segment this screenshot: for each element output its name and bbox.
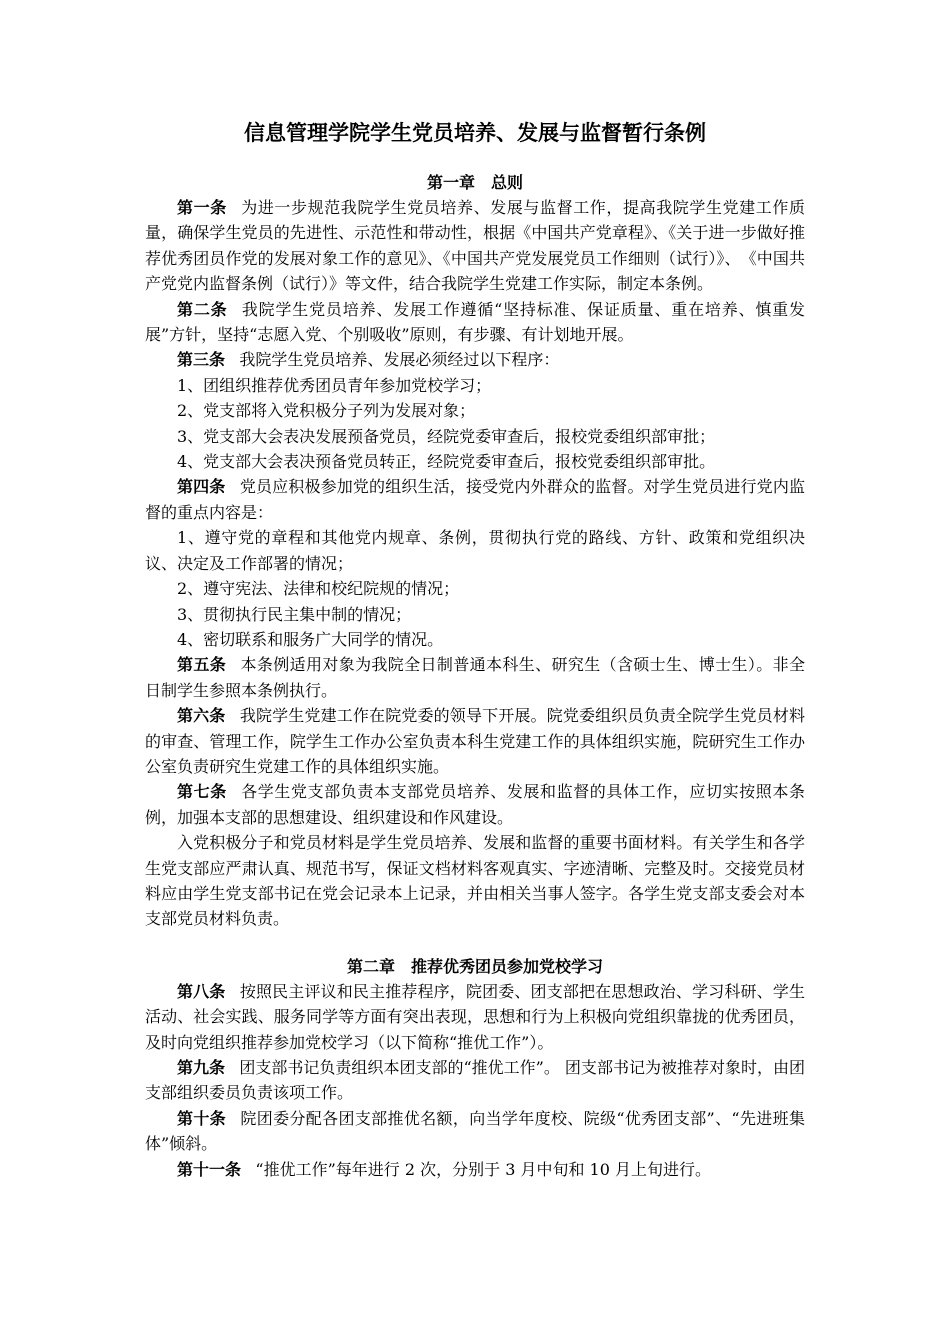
chapter-1	[145, 170, 805, 932]
article-paragraph	[145, 830, 805, 932]
article-text: 我院学生党员培养、发展工作遵循“坚持标准、保证质量、重在培养、慎重发展”方针，坚持“志愿入党、个别吸收”原则，有步骤、有计划地开展。	[145, 299, 805, 345]
article-text: 各学生党支部负责本支部党员培养、发展和监督的具体工作，应切实按照本条例，加强本支部的思想建设、组织建设和作风建设。	[145, 782, 805, 827]
article-text: 3、党支部大会表决发展预备党员，经院党委审查后，报校党委组织部审批；	[177, 426, 716, 446]
article-text: 本条例适用对象为我院全日制普通本科生、研究生（含硕士生、博士生）。非全日制学生参照本条例执行。	[145, 655, 805, 700]
article-label: 第六条	[177, 706, 226, 726]
article-paragraph	[145, 1055, 805, 1106]
article-text: 院团委分配各团支部推优名额，向当学年度校、院级“优秀团支部”、“先进班集体”倾斜。	[145, 1108, 805, 1154]
article-label: 第十一条	[177, 1159, 242, 1179]
article-text: 1、遵守党的章程和其他党内规章、条例，贯彻执行党的路线、方针、政策和党组织决议、决定及工作部署的情况；	[145, 528, 805, 573]
article-label: 第三条	[177, 350, 226, 370]
article-paragraph	[145, 979, 805, 1055]
article-text: 我院学生党建工作在院党委的领导下开展。院党委组织员负责全院学生党员材料的审查、管理工作，院学生工作办公室负责本科生党建工作的具体组织实施，院研究生工作办公室负责研究生党建工作的具体组织实施。	[145, 706, 805, 776]
article-paragraph	[145, 602, 805, 627]
article-label: 第四条	[177, 477, 226, 497]
article-label: 第二条	[177, 299, 228, 319]
article-text: 4、党支部大会表决预备党员转正，经院党委审查后，报校党委组织部审批。	[177, 452, 716, 472]
article-text: 团支部书记负责组织本团支部的“推优工作”。 团支部书记为被推荐对象时，由团支部组织委员负责该项工作。	[145, 1058, 805, 1103]
article-paragraph	[145, 627, 805, 652]
article-text: 我院学生党员培养、发展必须经过以下程序：	[239, 350, 560, 370]
document-page	[145, 118, 805, 1182]
article-paragraph	[145, 1106, 805, 1157]
chapter-body	[145, 195, 805, 932]
article-text: 3、贯彻执行民主集中制的情况；	[177, 604, 412, 624]
article-label: 第十条	[177, 1108, 227, 1128]
article-label: 第五条	[177, 655, 227, 675]
article-paragraph	[145, 449, 805, 474]
article-text: 1、团组织推荐优秀团员青年参加党校学习；	[177, 375, 492, 395]
article-label: 第一条	[177, 198, 227, 217]
article-label: 第九条	[177, 1058, 226, 1077]
article-paragraph	[145, 373, 805, 398]
article-text: 为进一步规范我院学生党员培养、发展与监督工作，提高我院学生党建工作质量，确保学生党员的先进性、示范性和带动性，根据《中国共产党章程》、《关于进一步做好推荐优秀团员作党的发展对象工作的意见》、《中国共产党发展党员工作细则（试行）》、 《中国共产党党内监督条例（试行）》等文件，结合我院学生党建工作实际，制定本条例。	[145, 198, 805, 294]
article-paragraph	[145, 398, 805, 423]
chapter-body	[145, 979, 805, 1182]
article-paragraph	[145, 652, 805, 703]
article-text: 按照民主评议和民主推荐程序，院团委、团支部把在思想政治、学习科研、学生活动、社会实践、服务同学等方面有突出表现，思想和行为上积极向党组织靠拢的优秀团员，及时向党组织推荐参加党校学习（以下简称“推优工作”）。	[145, 981, 805, 1052]
article-paragraph	[145, 576, 805, 601]
article-label: 第八条	[177, 981, 226, 1001]
article-paragraph	[145, 297, 805, 348]
chapter-heading: 第二章 推荐优秀团员参加党校学习	[346, 956, 603, 976]
article-paragraph	[145, 779, 805, 830]
article-paragraph	[145, 424, 805, 449]
document-title: 信息管理学院学生党员培养、发展与监督暂行条例	[244, 121, 706, 145]
article-text: 4、密切联系和服务广大同学的情况。	[177, 629, 444, 649]
article-paragraph	[145, 1157, 805, 1182]
article-text: “推优工作”每年进行 2 次，分别于 3 月中旬和 10 月上旬进行。	[255, 1159, 712, 1179]
article-text: 2、党支部将入党积极分子列为发展对象；	[177, 401, 476, 421]
article-paragraph	[145, 474, 805, 525]
article-label: 第七条	[177, 782, 227, 802]
article-paragraph	[145, 703, 805, 779]
article-paragraph	[145, 525, 805, 576]
chapter-2	[145, 954, 805, 1182]
article-text: 入党积极分子和党员材料是学生党员培养、发展和监督的重要书面材料。有关学生和各学生党支部应严肃认真、规范书写，保证文档材料客观真实、字迹清晰、完整及时。交接党员材料应由学生党支部书记在党会记录本上记录，并由相关当事人签字。各学生党支部支委会对本支部党员材料负责。	[145, 833, 805, 929]
chapter-heading: 第一章 总则	[426, 173, 523, 192]
article-paragraph	[145, 347, 805, 372]
article-paragraph	[145, 195, 805, 297]
article-text: 党员应积极参加党的组织生活，接受党内外群众的监督。对学生党员进行党内监督的重点内容是：	[145, 477, 805, 522]
article-text: 2、遵守宪法、法律和校纪院规的情况；	[177, 579, 460, 599]
